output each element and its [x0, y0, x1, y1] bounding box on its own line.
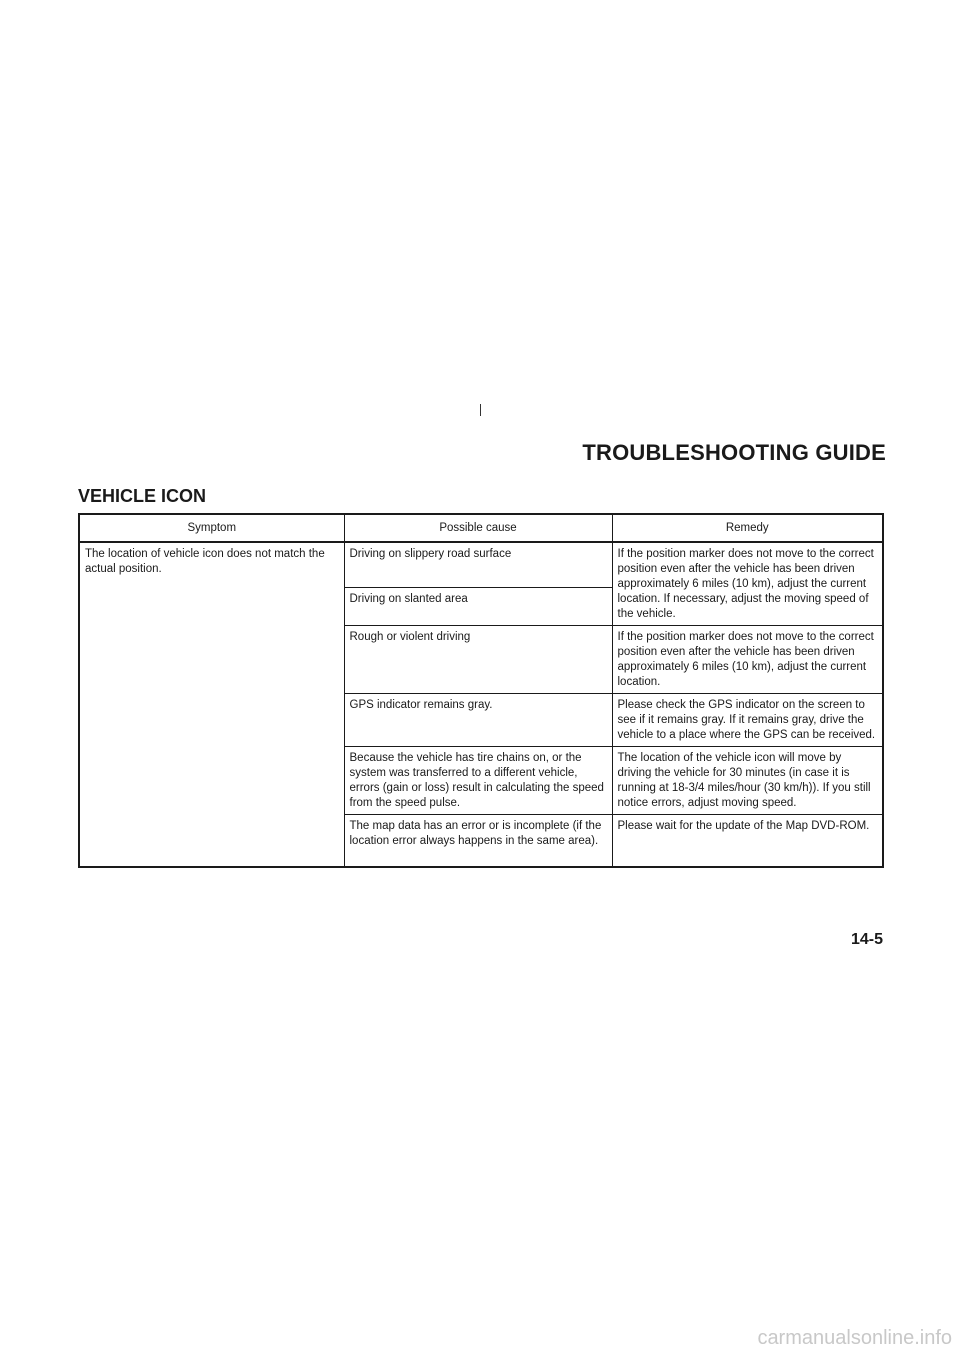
- watermark: carmanualsonline.info: [757, 1327, 952, 1349]
- column-header-possible-cause: Possible cause: [344, 514, 612, 542]
- symptom-cell: The location of vehicle icon does not match the actual position.: [79, 542, 344, 867]
- cause-cell: The map data has an error or is incomplete (if the location error always happens in the same area).: [344, 815, 612, 868]
- cause-cell: Because the vehicle has tire chains on, or the system was transferred to a different vehicle, errors (gain or loss) result in calculating the speed from the speed pulse.: [344, 747, 612, 815]
- cause-cell: Rough or violent driving: [344, 626, 612, 694]
- section-title: VEHICLE ICON: [78, 486, 207, 506]
- troubleshooting-table: [78, 513, 884, 868]
- column-header-remedy: Remedy: [612, 514, 883, 542]
- remedy-cell: If the position marker does not move to the correct position even after the vehicle has been driven approximately 6 miles (10 km), adjust the current location.: [612, 626, 883, 694]
- page-number: 14-5: [850, 931, 883, 948]
- table-header-row: [79, 514, 883, 542]
- remedy-cell: If the position marker does not move to the correct position even after the vehicle has been driven approximately 6 miles (10 km), adjust the current location. If necessary, adjust the moving speed of the vehicle.: [612, 542, 883, 626]
- cause-cell: Driving on slippery road surface: [344, 542, 612, 588]
- remedy-cell: The location of the vehicle icon will move by driving the vehicle for 30 minutes (in case it is running at 18-3/4 miles/hour (30 km/h)). If you still notice errors, adjust moving speed.: [612, 747, 883, 815]
- column-header-symptom: Symptom: [79, 514, 344, 542]
- remedy-cell: Please wait for the update of the Map DVD-ROM.: [612, 815, 883, 868]
- remedy-cell: Please check the GPS indicator on the screen to see if it remains gray. If it remains gray, drive the vehicle to a place where the GPS can be received.: [612, 694, 883, 747]
- cause-cell: GPS indicator remains gray.: [344, 694, 612, 747]
- cause-cell: Driving on slanted area: [344, 588, 612, 626]
- chapter-title: TROUBLESHOOTING GUIDE: [582, 440, 886, 465]
- table-row: [79, 542, 883, 588]
- crop-mark: [480, 404, 481, 416]
